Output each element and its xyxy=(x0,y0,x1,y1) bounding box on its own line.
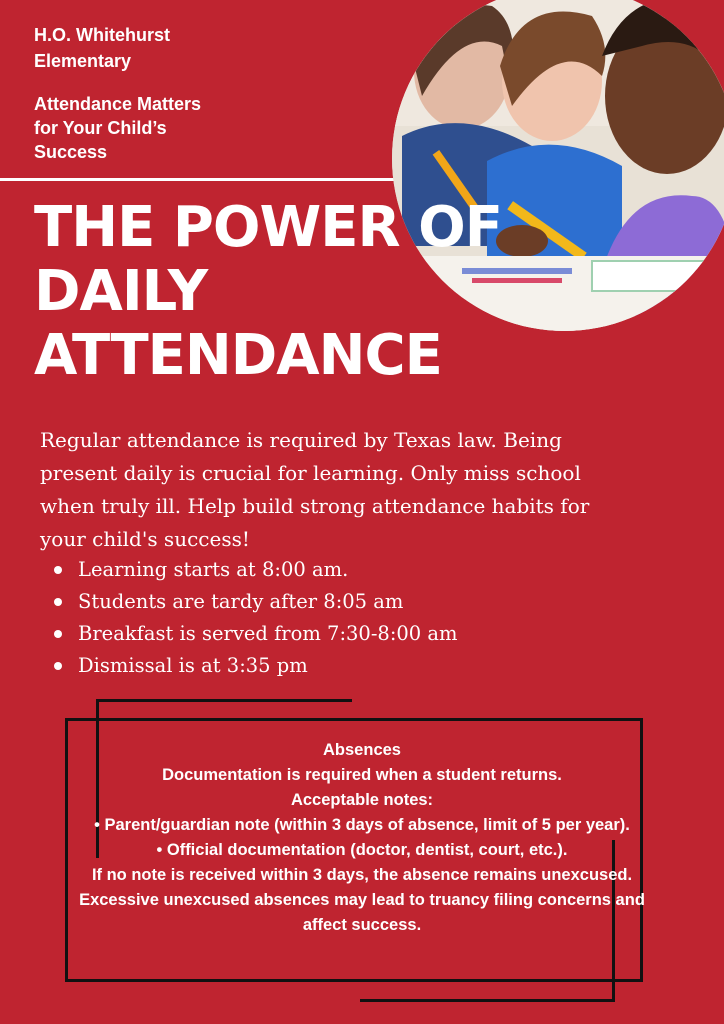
schedule-list xyxy=(54,554,458,682)
school-name xyxy=(34,22,234,74)
divider-line xyxy=(0,178,420,181)
absences-line: Documentation is required when a student returns. xyxy=(162,766,562,784)
absences-heading: Absences xyxy=(323,741,401,759)
headline-line: DAILY xyxy=(34,259,208,324)
tagline xyxy=(34,92,254,164)
list-item: Learning starts at 8:00 am. xyxy=(54,554,458,586)
absences-line: If no note is received within 3 days, the absence remains unexcused. xyxy=(91,866,633,884)
headline-line: ATTENDANCE xyxy=(34,323,442,388)
absences-line: Excessive unexcused absences may lead to truancy filing concerns and xyxy=(79,891,645,909)
headline-line: THE POWER OF xyxy=(34,195,502,260)
tagline-line: for Your Child’s xyxy=(34,118,167,138)
intro-paragraph xyxy=(40,424,660,556)
absences-line: Acceptable notes: xyxy=(290,791,434,809)
absences-section xyxy=(12,738,712,938)
intro-line: your child's success! xyxy=(40,527,250,551)
absences-line: • Parent/guardian note (within 3 days of absence, limit of 5 per year). xyxy=(94,816,630,834)
tagline-line: Success xyxy=(34,142,108,162)
list-item: Dismissal is at 3:35 pm xyxy=(54,650,458,682)
intro-line: present daily is crucial for learning. Only miss school xyxy=(40,461,581,485)
absences-line: • Official documentation (doctor, dentist, court, etc.). xyxy=(156,841,568,859)
intro-line: Regular attendance is required by Texas law. Being xyxy=(40,428,562,452)
absences-line: affect success. xyxy=(302,916,422,934)
school-name-line: Elementary xyxy=(34,51,132,71)
list-item: Students are tardy after 8:05 am xyxy=(54,586,458,618)
tagline-line: Attendance Matters xyxy=(34,94,202,114)
headline xyxy=(34,196,594,388)
intro-line: when truly ill. Help build strong attendance habits for xyxy=(40,494,590,518)
list-item: Breakfast is served from 7:30-8:00 am xyxy=(54,618,458,650)
school-name-line: H.O. Whitehurst xyxy=(34,25,170,45)
